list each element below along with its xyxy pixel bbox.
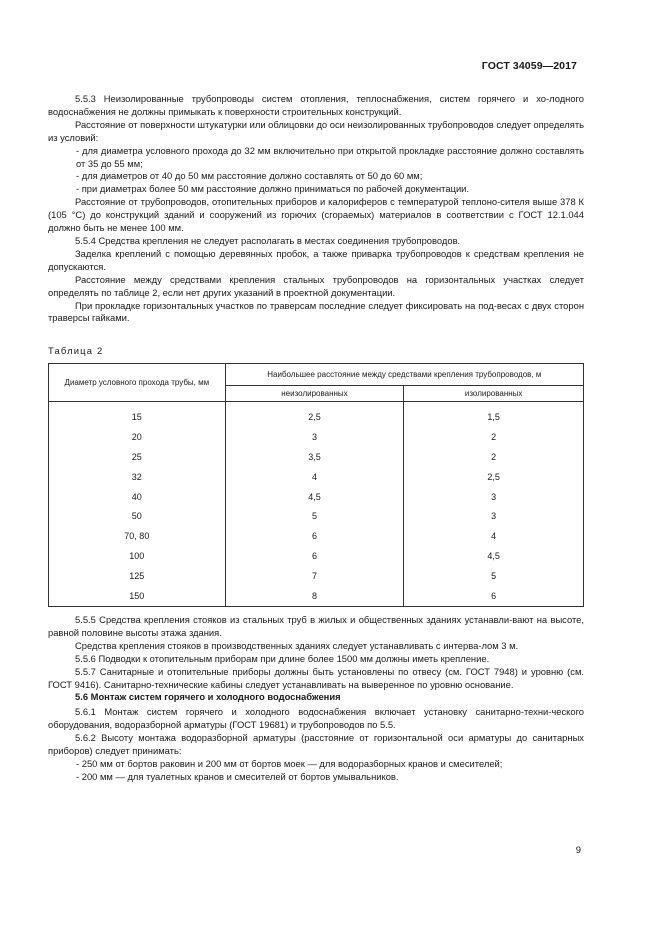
table-cell: 150	[49, 586, 226, 606]
table-cell: 2,5	[404, 467, 584, 487]
list-item: - 200 мм — для туалетных кранов и смесителей от бортов умывальников.	[76, 770, 399, 782]
paragraph: 5.5.6 Подводки к отопительным приборам при длине более 1500 мм должны иметь крепление.	[75, 652, 490, 664]
list-item: - 250 мм от бортов раковин и 200 мм от бортов моек — для водоразборных кранов и смесителей;	[76, 757, 503, 769]
text-block-upper	[48, 93, 584, 325]
table-cell: 6	[404, 586, 584, 606]
table-cell: 6	[225, 526, 404, 546]
table-row	[49, 467, 584, 487]
paragraph: При прокладке горизонтальных участков по траверсам последние следует фиксировать на под-весах с двух сторон траверсы гайками.	[48, 299, 584, 324]
paragraph: Средства крепления стояков в производственных зданиях следует устанавливать с интерва-лом 3 м.	[75, 639, 519, 651]
table-cell: 3,5	[225, 447, 404, 467]
table-row	[49, 407, 584, 427]
table-row	[49, 447, 584, 467]
paragraph: Расстояние от трубопроводов, отопительных приборов и калориферов с температурой теплоно-сителя выше 378 К (105 °С) до конструкций зданий и сооружений из горючих (сгораемых) материалов в соответствии с ГОСТ 12.1.044 должно быть не менее 100 мм.	[48, 196, 584, 234]
table-row	[49, 566, 584, 586]
table-row	[49, 487, 584, 507]
table-cell: 6	[225, 546, 404, 566]
section-heading: 5.6 Монтаж систем горячего и холодного водоснабжения	[75, 691, 341, 703]
table-cell: 7	[225, 566, 404, 586]
table-row	[49, 526, 584, 546]
table-cell: 20	[49, 427, 226, 447]
paragraph: Расстояние от поверхности штукатурки или облицовки до оси неизолированных трубопроводов следует определять из условий:	[48, 118, 584, 143]
header-insulated: изолированных	[404, 386, 584, 402]
table-cell: 40	[49, 487, 226, 507]
table-cell: 100	[49, 546, 226, 566]
list-item: - при диаметрах более 50 мм расстояние должно приниматься по рабочей документации.	[76, 183, 470, 195]
table-cell: 2	[404, 427, 584, 447]
page-number: 9	[575, 845, 581, 856]
table-cell: 25	[49, 447, 226, 467]
table-cell: 125	[49, 566, 226, 586]
table-caption: Таблица 2	[48, 345, 104, 356]
document-id-header: ГОСТ 34059—2017	[481, 60, 577, 72]
table-cell: 5	[225, 506, 404, 526]
paragraph: 5.5.3 Неизолированные трубопроводы систем отопления, теплоснабжения, систем горячего и хо-лодного водоснабжения не должны примыкать к поверхности строительных конструкций.	[48, 93, 584, 117]
table-row	[49, 427, 584, 447]
paragraph: 5.5.7 Санитарные и отопительные приборы должны быть установлены по отвесу (см. ГОСТ 7948) и уровню (см. ГОСТ 9416). Санитарно-технические кабины следует устанавливать на выверенное по уровню основание.	[48, 665, 584, 690]
header-max-distance: Наибольшее расстояние между средствами крепления трубопроводов, м	[225, 364, 583, 386]
table-cell: 32	[49, 467, 226, 487]
table-cell: 1,5	[404, 407, 584, 427]
table-cell: 4,5	[225, 487, 404, 507]
table-cell: 50	[49, 506, 226, 526]
table-cell: 2,5	[225, 407, 404, 427]
table-cell: 4	[225, 467, 404, 487]
list-item: - для диаметров от 40 до 50 мм расстояние должно составлять от 50 до 60 мм;	[76, 170, 423, 182]
header-diameter: Диаметр условного прохода трубы, мм	[49, 364, 226, 402]
table-cell: 5	[404, 566, 584, 586]
paragraph: Заделка креплений с помощью деревянных пробок, а также приварка трубопроводов к средствам крепления не допускаются.	[48, 247, 584, 272]
table-row	[49, 506, 584, 526]
paragraph: 5.5.5 Средства крепления стояков из стальных труб в жилых и общественных зданиях устанавли-вают на высоте, равной половине высоты этажа здания.	[48, 614, 584, 638]
table-cell: 3	[404, 487, 584, 507]
table-cell: 4,5	[404, 546, 584, 566]
paragraph: 5.6.1 Монтаж систем горячего и холодного водоснабжения включает установку санитарно-техни-ческого оборудования, водоразборной арматуры (ГОСТ 19681) и трубопроводов по 5.5.	[48, 706, 584, 731]
paragraph: 5.6.2 Высоту монтажа водоразборной арматуры (расстояние от горизонтальной оси арматуры до санитарных приборов) следует принимать:	[48, 732, 584, 757]
list-item: - для диаметра условного прохода до 32 мм включительно при открытой прокладке расстояние должно составлять от 35 до 55 мм;	[76, 144, 584, 169]
text-block-lower	[48, 614, 584, 784]
header-uninsulated: неизолированных	[225, 386, 404, 402]
table-cell: 70, 80	[49, 526, 226, 546]
table-cell: 15	[49, 407, 226, 427]
table-cell: 2	[404, 447, 584, 467]
table-row	[49, 586, 584, 606]
table-cell: 3	[225, 427, 404, 447]
pipe-support-spacing-table	[48, 363, 584, 607]
table-cell: 8	[225, 586, 404, 606]
table-row	[49, 546, 584, 566]
table-cell: 3	[404, 506, 584, 526]
table-cell: 4	[404, 526, 584, 546]
paragraph: Расстояние между средствами крепления стальных трубопроводов на горизонтальных участках следует определять по таблице 2, если нет других указаний в проектной документации.	[48, 273, 584, 298]
paragraph: 5.5.4 Средства крепления не следует располагать в местах соединения трубопроводов.	[75, 234, 461, 246]
